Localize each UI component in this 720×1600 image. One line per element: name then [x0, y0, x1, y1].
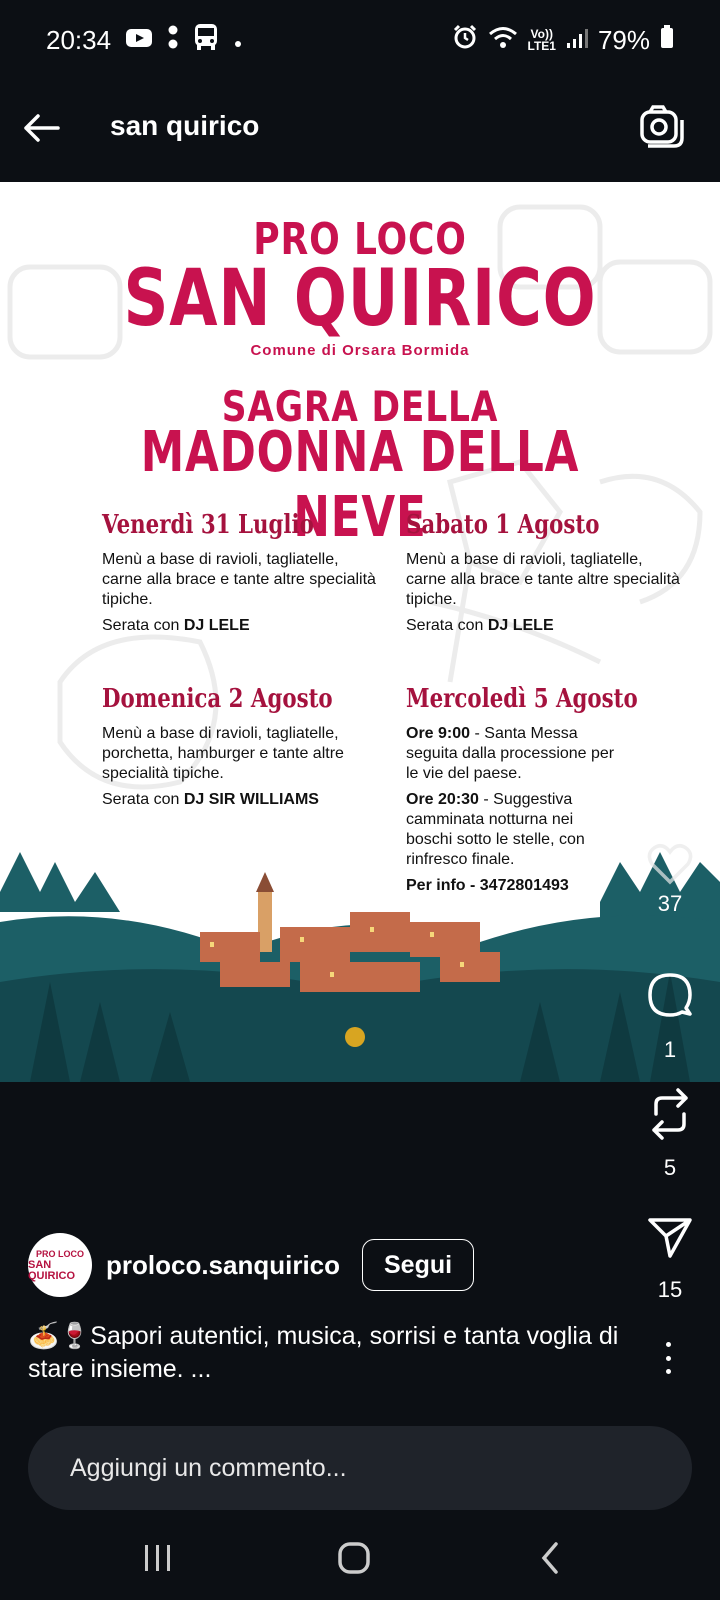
- comment-bubble-icon: [646, 970, 694, 1018]
- lte-indicator: [528, 28, 556, 52]
- dj-name: DJ LELE: [183, 617, 250, 634]
- recent-apps-icon[interactable]: [128, 1536, 188, 1580]
- event-dj: [406, 616, 686, 636]
- event-time: Ore 9:00: [406, 725, 471, 742]
- like-button[interactable]: [620, 842, 720, 917]
- like-count: 37: [657, 891, 683, 916]
- event-desc: - Suggestiva camminata notturna nei boschi sotto le stelle, con rinfresco finale.: [406, 791, 585, 868]
- comment-input[interactable]: [28, 1426, 692, 1510]
- page-title: san quirico: [110, 110, 260, 141]
- sagra-heading: SAGRA DELLA: [221, 382, 499, 431]
- signal-icon: [566, 25, 588, 56]
- lte-bottom-label: LTE1: [527, 39, 556, 53]
- event-menu: Menù a base di ravioli, tagliatelle, carne alla brace e tante altre specialità tipiche.: [406, 551, 680, 608]
- event-day: Venerdì 31 Luglio: [102, 510, 314, 540]
- event-friday: [102, 510, 382, 642]
- event-menu: Menù a base di ravioli, tagliatelle, carne alla brace e tante altre specialità tipiche.: [102, 551, 376, 608]
- caption-emoji: 🍝🍷: [28, 1322, 91, 1350]
- event-desc: - Santa Messa seguita dalla processione per le vie del paese.: [406, 725, 615, 782]
- heart-icon: [646, 842, 694, 886]
- author-row: [28, 1232, 474, 1298]
- event-time: Ore 20:30: [406, 791, 479, 808]
- send-icon: [646, 1216, 694, 1260]
- dj-prefix: Serata con: [102, 617, 184, 634]
- username[interactable]: proloco.sanquirico: [106, 1249, 341, 1280]
- lte-top-label: Vo)): [530, 27, 553, 41]
- dj-prefix: Serata con: [406, 617, 488, 634]
- pro-loco-heading: PRO LOCO: [253, 214, 467, 265]
- event-day: Sabato 1 Agosto: [406, 510, 600, 540]
- bus-icon: [193, 23, 219, 58]
- event-dj: [102, 616, 382, 636]
- dot-icon: [233, 25, 243, 56]
- avatar-text-top: PRO LOCO: [35, 1248, 84, 1259]
- caption-text: Sapori autentici, musica, sorrisi e tanta voglia di stare insieme. ...: [28, 1322, 619, 1383]
- event-saturday: [406, 510, 686, 642]
- wifi-icon: [488, 25, 518, 56]
- status-bar: [0, 0, 720, 80]
- notification-dots-icon: [167, 24, 179, 57]
- dj-name: DJ LELE: [487, 617, 554, 634]
- event-dj: [102, 790, 352, 810]
- comment-placeholder: Aggiungi un commento...: [70, 1453, 347, 1482]
- comment-button[interactable]: [620, 970, 720, 1063]
- san-quirico-heading: SAN QUIRICO: [123, 254, 597, 344]
- home-icon[interactable]: [324, 1536, 384, 1580]
- status-time: 20:34: [46, 24, 112, 55]
- event-day: Mercoledì 5 Agosto: [406, 684, 638, 714]
- post-image[interactable]: [0, 182, 720, 1082]
- youtube-icon: [125, 25, 153, 56]
- top-nav: [0, 80, 720, 180]
- event-sunday: [102, 684, 352, 816]
- event-day: Domenica 2 Agosto: [102, 684, 333, 714]
- back-arrow-icon[interactable]: [20, 106, 64, 150]
- more-options-icon[interactable]: [654, 1338, 682, 1378]
- caption[interactable]: [28, 1320, 628, 1386]
- share-button[interactable]: [620, 1216, 720, 1303]
- battery-icon: [660, 25, 674, 56]
- camera-icon[interactable]: [636, 102, 688, 154]
- repost-button[interactable]: [620, 1088, 720, 1181]
- repost-count: 5: [663, 1155, 677, 1180]
- avatar[interactable]: [28, 1233, 92, 1297]
- event-morning: [406, 724, 616, 784]
- village-forest-illustration: [0, 832, 720, 1082]
- event-menu: Menù a base di ravioli, tagliatelle, porchetta, hamburger e tante altre specialità tipiche.: [102, 725, 344, 782]
- madonna-heading: MADONNA DELLA NEVE: [140, 420, 580, 550]
- repost-icon: [646, 1088, 694, 1140]
- comment-count: 1: [663, 1037, 677, 1062]
- alarm-icon: [452, 24, 478, 57]
- share-count: 15: [657, 1277, 683, 1302]
- battery-percent: 79%: [597, 24, 650, 55]
- follow-button[interactable]: Segui: [362, 1239, 474, 1291]
- dj-prefix: Serata con: [102, 791, 184, 808]
- comune-subtitle: Comune di Orsara Bormida: [250, 342, 470, 359]
- dj-name: DJ SIR WILLIAMS: [183, 791, 319, 808]
- info-phone: Per info - 3472801493: [406, 877, 569, 894]
- back-nav-icon[interactable]: [520, 1536, 580, 1580]
- avatar-text-bottom: SAN QUIRICO: [28, 1258, 76, 1282]
- system-nav-bar: [0, 1520, 720, 1600]
